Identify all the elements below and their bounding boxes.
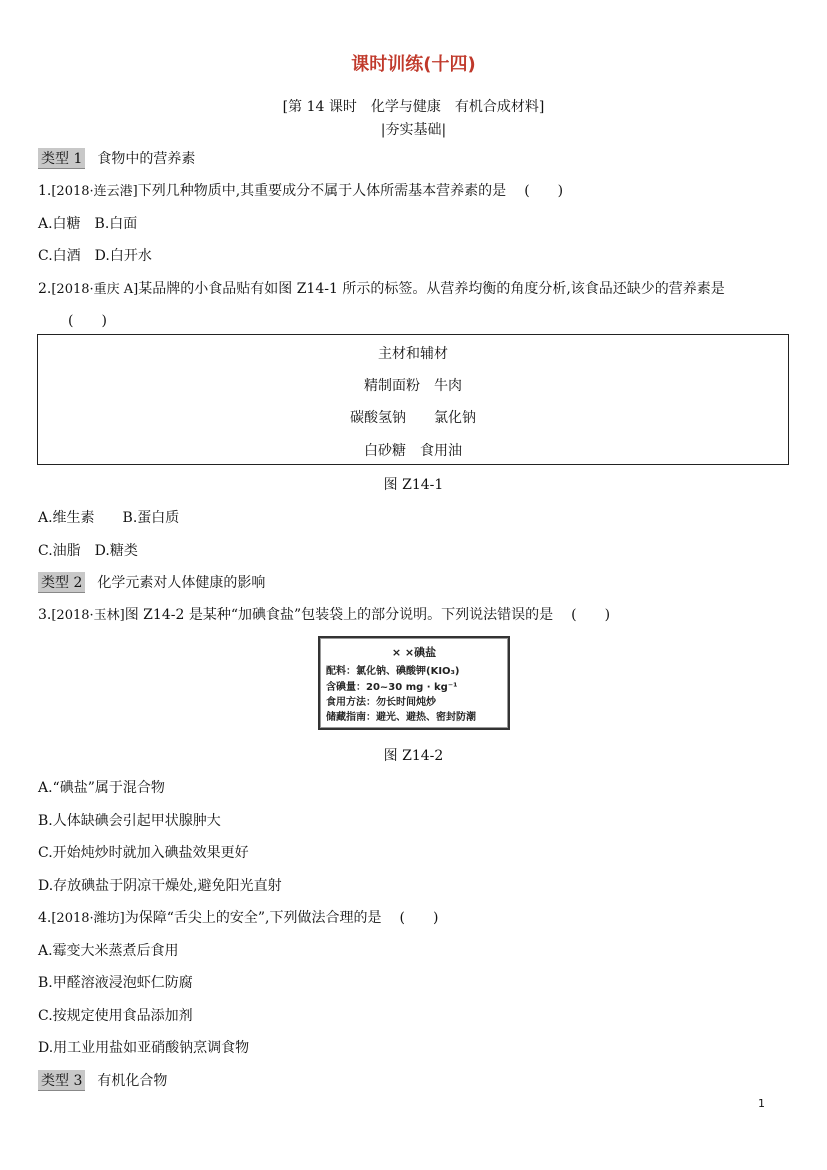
question-source: [2018·重庆 A] [51, 282, 139, 297]
page-title: 课时训练(十四) [351, 54, 476, 75]
answer-parentheses: ( ) [399, 910, 439, 926]
question-1 [38, 180, 563, 200]
salt-package-label [318, 636, 510, 730]
answer-parentheses: ( ) [68, 313, 107, 329]
q4-option-c: C.按规定使用食品添加剂 [38, 1008, 193, 1024]
type-heading-2 [38, 572, 265, 593]
label-line: 配料：氯化钠、碘酸钾(KIO₃) [326, 666, 460, 677]
label-line: 含碘量：20~30 mg · kg⁻¹ [326, 682, 458, 693]
question-text: 下列几种物质中,其重要成分不属于人体所需基本营养素的是 [137, 183, 507, 199]
question-number: 4. [38, 910, 52, 926]
question-4 [38, 907, 438, 927]
type-badge: 类型 1 [38, 148, 85, 169]
question-text: 为保障“舌尖上的安全”,下列做法合理的是 [124, 910, 382, 926]
q3-option-a: A.“碘盐”属于混合物 [38, 780, 165, 796]
question-source: [2018·玉林] [51, 608, 125, 623]
section-heading: |夯实基础| [380, 122, 447, 138]
question-3 [38, 604, 610, 624]
type-label: 有机化合物 [97, 1073, 168, 1089]
type-label: 食物中的营养素 [97, 151, 196, 167]
label-title: × ×碘盐 [391, 646, 437, 659]
q3-option-c: C.开始炖炒时就加入碘盐效果更好 [38, 845, 249, 861]
question-number: 3. [38, 607, 52, 623]
question-source: [2018·连云港] [51, 184, 138, 199]
q3-option-d: D.存放碘盐于阴凉干燥处,避免阳光直射 [38, 878, 282, 894]
question-number: 2. [38, 281, 52, 297]
type-heading-1 [38, 148, 195, 169]
q1-options-cd: C.白酒 D.白开水 [38, 248, 152, 264]
figure-caption-2: 图 Z14-2 [383, 748, 444, 764]
table-row: 碳酸氢钠 氯化钠 [350, 410, 476, 426]
question-2 [38, 278, 725, 298]
question-text: 图 Z14-2 是某种“加碘食盐”包装袋上的部分说明。下列说法错误的是 [124, 607, 554, 623]
type-badge: 类型 3 [38, 1070, 85, 1091]
answer-parentheses: ( ) [524, 183, 564, 199]
label-line: 食用方法：勿长时间炖炒 [326, 697, 436, 708]
ingredient-label-table [37, 334, 789, 465]
table-row: 白砂糖 食用油 [364, 443, 462, 459]
q4-option-d: D.用工业用盐如亚硝酸钠烹调食物 [38, 1040, 250, 1056]
type-label: 化学元素对人体健康的影响 [97, 575, 266, 591]
q2-options-cd: C.油脂 D.糖类 [38, 543, 138, 559]
answer-parentheses: ( ) [571, 607, 611, 623]
label-line: 储藏指南：避光、避热、密封防潮 [326, 712, 476, 723]
question-number: 1. [38, 183, 52, 199]
table-row: 精制面粉 牛肉 [364, 378, 462, 394]
q1-options-ab: A.白糖 B.白面 [38, 216, 138, 232]
question-text: 某品牌的小食品贴有如图 Z14-1 所示的标签。从营养均衡的角度分析,该食品还缺少的营养素是 [138, 281, 725, 297]
lesson-subtitle: [第 14 课时 化学与健康 有机合成材料] [282, 99, 545, 115]
table-row: 主材和辅材 [378, 346, 448, 362]
question-source: [2018·潍坊] [51, 911, 125, 926]
type-heading-3 [38, 1070, 167, 1091]
figure-caption-1: 图 Z14-1 [383, 477, 444, 493]
q2-options-ab: A.维生素 B.蛋白质 [38, 510, 180, 526]
page-number: 1 [758, 1097, 765, 1110]
type-badge: 类型 2 [38, 572, 85, 593]
q4-option-b: B.甲醛溶液浸泡虾仁防腐 [38, 975, 193, 991]
q3-option-b: B.人体缺碘会引起甲状腺肿大 [38, 813, 221, 829]
q4-option-a: A.霉变大米蒸煮后食用 [38, 943, 179, 959]
